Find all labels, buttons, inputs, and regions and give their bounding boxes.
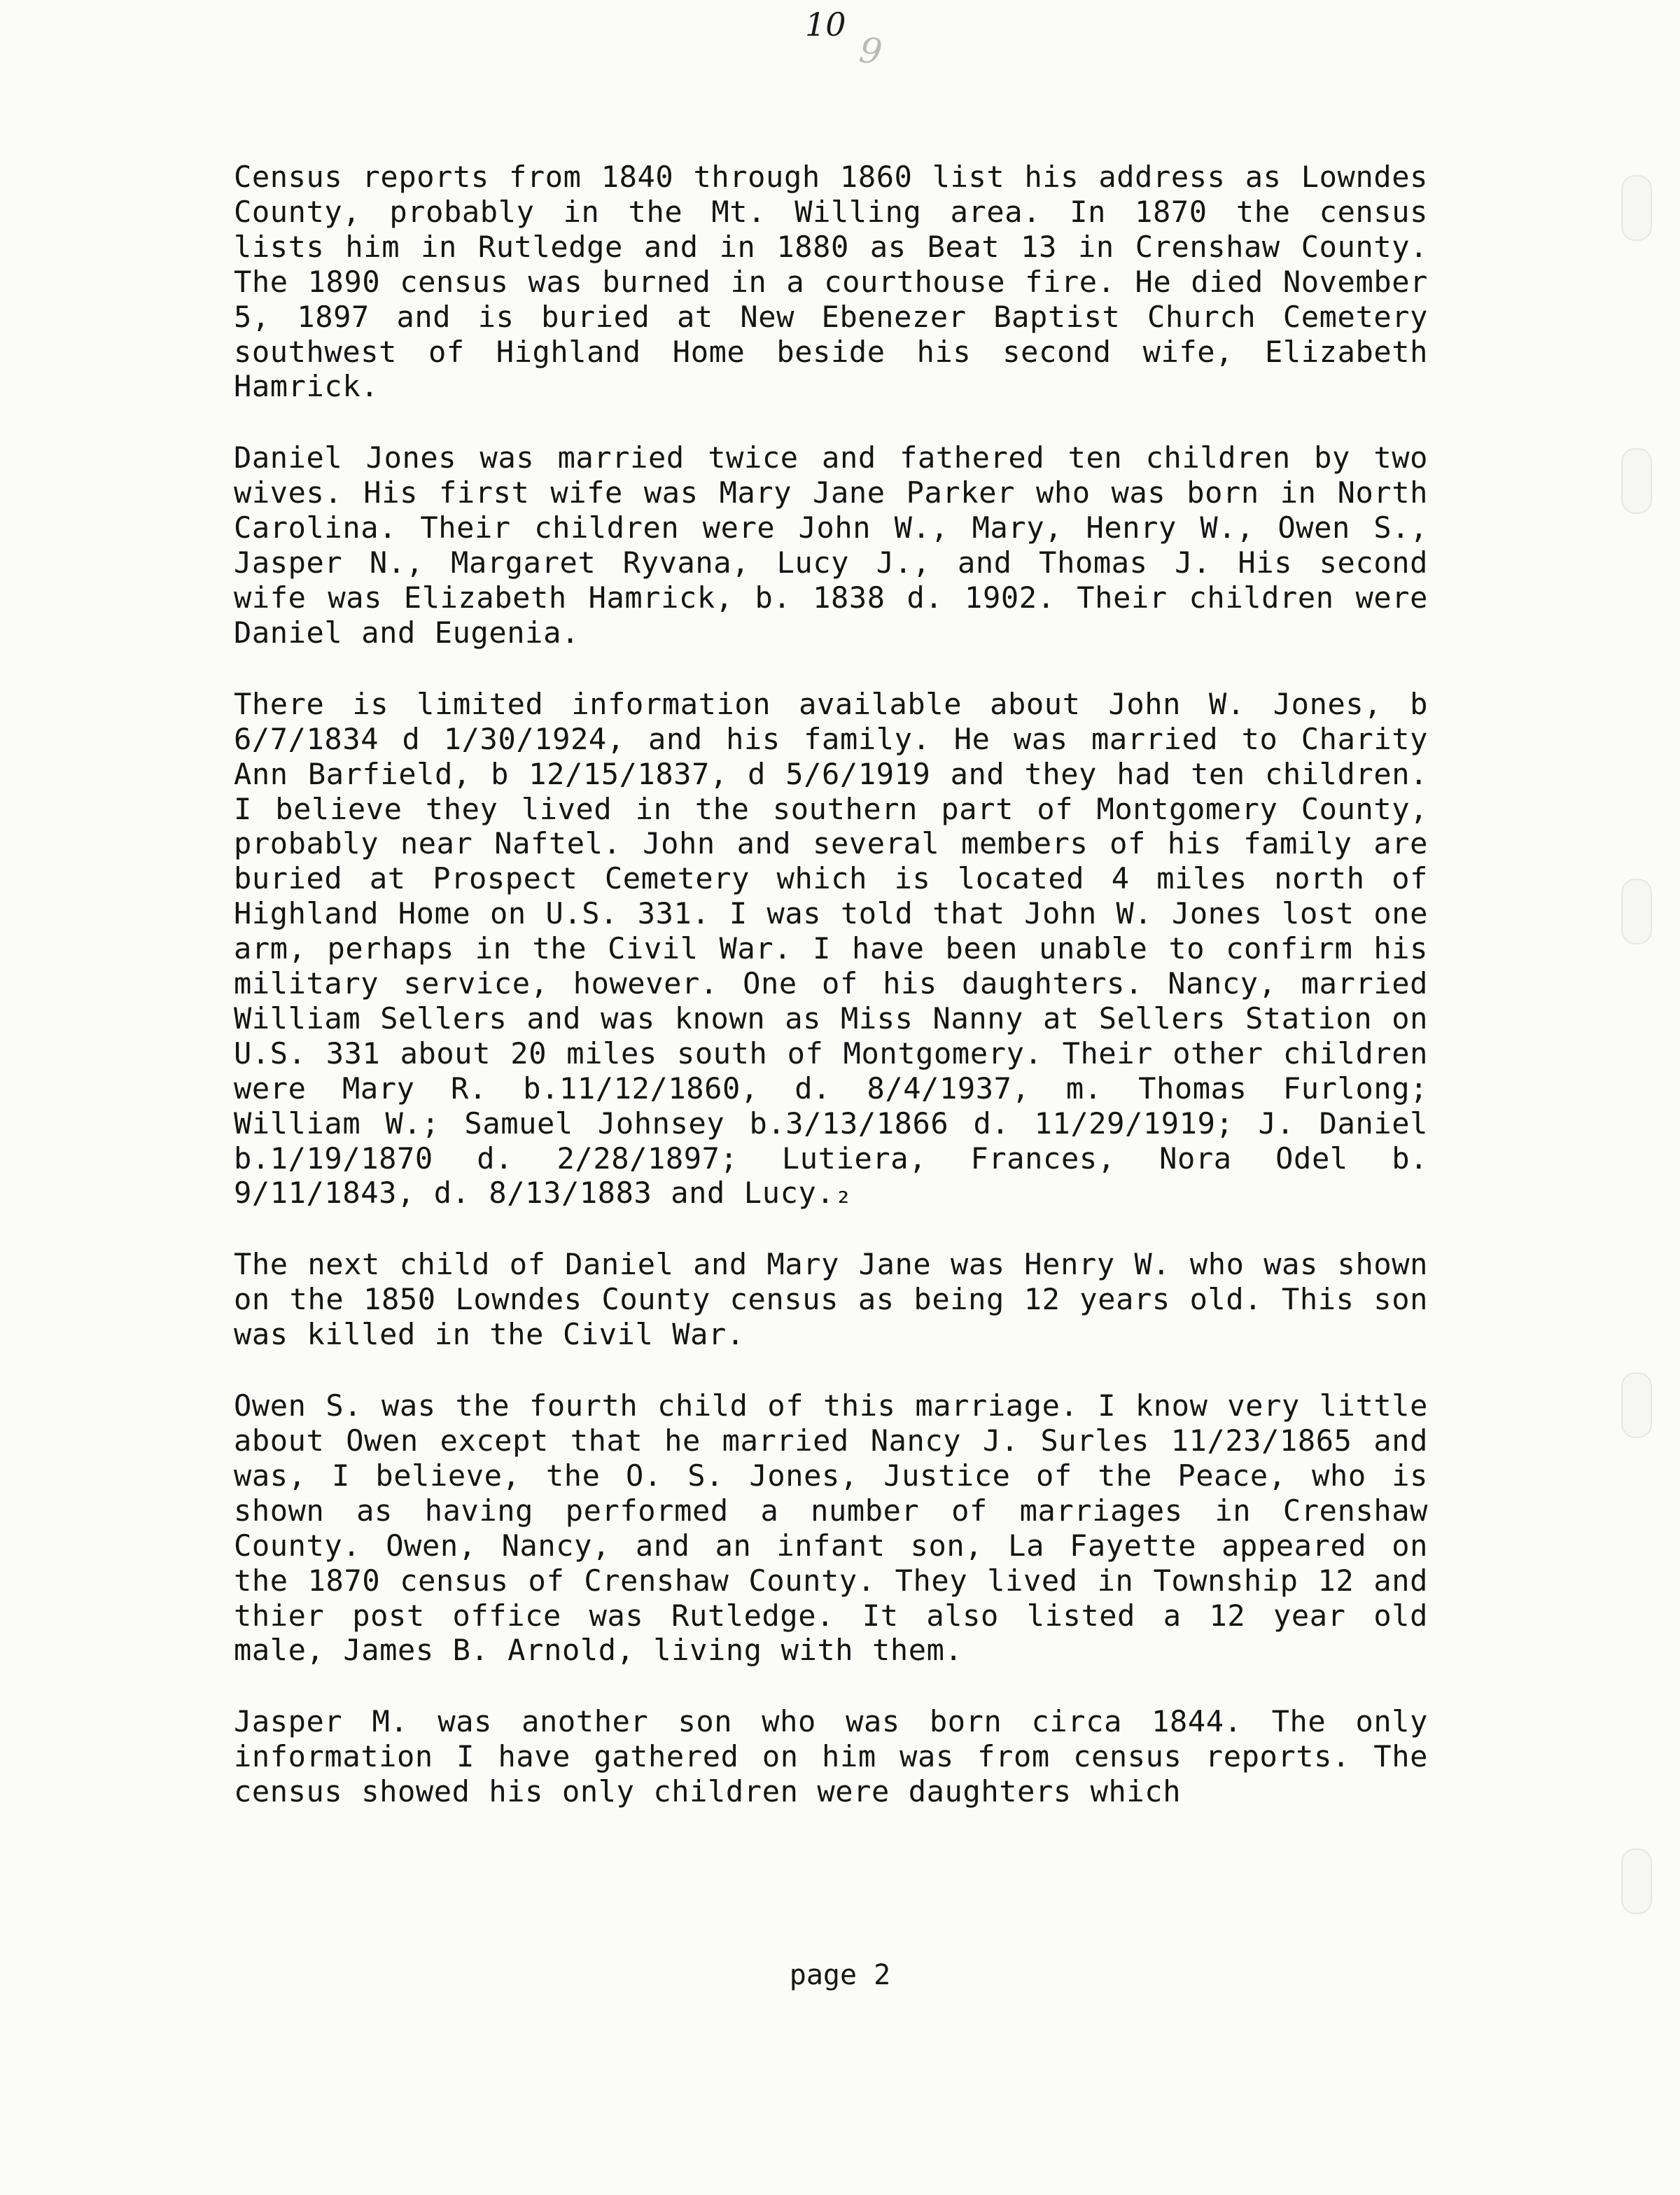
paragraph-daniel-jones-marriages: Daniel Jones was married twice and fathered ten children by two wives. His first wife was Mary Jane Parker who was born in North Carolina. Their children were John W., Mary, Henry W., Owen S., Jasper N., Margaret Ryvana, Lucy J., and Thomas J. His second wife was Elizabeth Hamrick, b. 1838 d. 1902. Their children were Daniel and Eugenia. [234, 440, 1428, 650]
document-body [234, 160, 1428, 1846]
page-footer: page 2 [789, 1959, 891, 1991]
paragraph-census-reports: Census reports from 1840 through 1860 list his address as Lowndes County, probably in the Mt. Willing area. In 1870 the census lists him in Rutledge and in 1880 as Beat 13 in Crenshaw County. The 1890 census was burned in a courthouse fire. He died November 5, 1897 and is buried at New Ebenezer Baptist Church Cemetery southwest of Highland Home beside his second wife, Elizabeth Hamrick. [234, 160, 1428, 404]
paragraph-henry-w: The next child of Daniel and Mary Jane was Henry W. who was shown on the 1850 Lowndes County census as being 12 years old. This son was killed in the Civil War. [234, 1247, 1428, 1352]
handwritten-page-number: 10 [805, 6, 846, 43]
binder-hole [1621, 175, 1652, 241]
binder-hole [1621, 448, 1652, 514]
binder-hole [1621, 879, 1652, 945]
paragraph-jasper-m: Jasper M. was another son who was born circa 1844. The only information I have gathered on him was from census reports. The census showed his only children were daughters which [234, 1704, 1428, 1809]
binder-hole [1621, 1848, 1652, 1914]
paragraph-owen-s: Owen S. was the fourth child of this marriage. I know very little about Owen except that he married Nancy J. Surles 11/23/1865 and was, I believe, the O. S. Jones, Justice of the Peace, who is shown as having performed a number of marriages in Crenshaw County. Owen, Nancy, and an infant son, La Fayette appeared on the 1870 census of Crenshaw County. They lived in Township 12 and thier post office was Rutledge. It also listed a 12 year old male, James B. Arnold, living with them. [234, 1388, 1428, 1668]
binder-hole [1621, 1372, 1652, 1438]
paragraph-john-w-jones: There is limited information available about John W. Jones, b 6/7/1834 d 1/30/1924, and his family. He was married to Charity Ann Barfield, b 12/15/1837, d 5/6/1919 and they had ten children. I believe they lived in the southern part of Montgomery County, probably near Naftel. John and several members of his family are buried at Prospect Cemetery which is located 4 miles north of Highland Home on U.S. 331. I was told that John W. Jones lost one arm, perhaps in the Civil War. I have been unable to confirm his military service, however. One of his daughters. Nancy, married William Sellers and was known as Miss Nanny at Sellers Station on U.S. 331 about 20 miles south of Montgomery. Their other children were Mary R. b.11/12/1860, d. 8/4/1937, m. Thomas Furlong; William W.; Samuel Johnsey b.3/13/1866 d. 11/29/1919; J. Daniel b.1/19/1870 d. 2/28/1897; Lutiera, Frances, Nora Odel b. 9/11/1843, d. 8/13/1883 and Lucy.₂ [234, 686, 1428, 1211]
faint-page-number: 9 [857, 29, 885, 73]
